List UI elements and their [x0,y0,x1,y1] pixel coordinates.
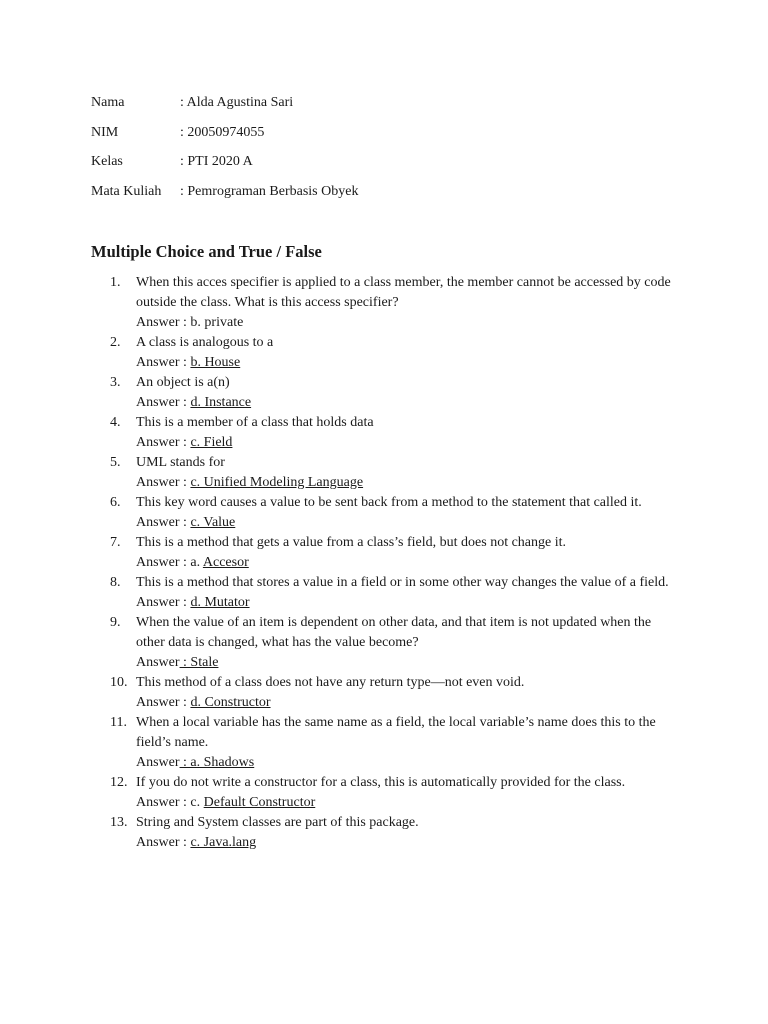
answer-prefix: Answer : c. [136,795,204,810]
question-text: String and System classes are part of this package. [136,815,419,830]
answer-line [136,473,680,493]
info-label: Nama [91,95,125,110]
question-item [110,673,680,713]
question-item [110,813,680,853]
question-text: A class is analogous to a [136,335,274,350]
answer-line [136,553,680,573]
info-row-nim [91,123,691,153]
question-text: This is a method that stores a value in a field or in some other way changes the value of a field. [136,575,669,590]
answer-value: c. Unified Modeling Language [190,475,364,490]
answer-line [136,793,680,813]
question-text: This is a method that gets a value from a class’s field, but does not change it. [136,535,567,550]
question-text: This method of a class does not have any return type—not even void. [136,675,525,690]
question-item [110,713,680,773]
question-item [110,493,680,533]
answer-line [136,753,680,773]
answer-value: c. Value [190,515,236,530]
info-value: : Pemrograman Berbasis Obyek [180,183,359,199]
answer-value: d. Constructor [190,695,271,710]
question-number: 13. [110,815,128,830]
answer-prefix: Answer : [136,595,191,610]
answer-value: d. Instance [190,395,252,410]
question-number: 4. [110,415,121,430]
answer-value: : a. Shadows [179,755,255,770]
question-text: If you do not write a constructor for a class, this is automatically provided for the class. [136,775,626,790]
info-value: : 20050974055 [180,124,265,140]
question-text: When a local variable has the same name as a field, the local variable’s name does this to the field’s name. [136,715,656,750]
answer-line [136,653,680,673]
question-item [110,773,680,813]
answer-value: d. Mutator [190,595,250,610]
answer-prefix: Answer : [136,395,191,410]
question-item [110,453,680,493]
question-text: An object is a(n) [136,375,230,390]
student-info [91,93,691,211]
info-label: Kelas [91,154,123,169]
answer-line [136,353,680,373]
answer-prefix: Answer : [136,515,191,530]
answer-line [136,513,680,533]
answer-line [136,693,680,713]
question-number: 11. [110,715,127,730]
question-text: This key word causes a value to be sent back from a method to the statement that called it. [136,495,642,510]
question-number: 7. [110,535,121,550]
question-number: 9. [110,615,121,630]
answer-value: c. Field [190,435,233,450]
answer-value: Accesor [202,555,249,570]
question-list [110,273,680,853]
answer-prefix: Answer [136,755,180,770]
answer-prefix: Answer : [136,695,191,710]
section-heading: Multiple Choice and True / False [91,242,322,261]
info-value: : PTI 2020 A [180,154,253,169]
answer-prefix: Answer [136,655,180,670]
question-text: When the value of an item is dependent on other data, and that item is not updated when the other data is changed, what has the value become? [136,615,652,650]
answer-prefix: Answer : [136,355,191,370]
question-text: When this acces specifier is applied to a class member, the member cannot be accessed by code outside the class. What is this access specifier? [136,275,671,310]
answer-value: Default Constructor [203,795,316,810]
question-number: 12. [110,775,128,790]
info-row-course [91,182,691,212]
answer-prefix: Answer : b. private [136,315,244,330]
question-number: 5. [110,455,121,470]
question-number: 2. [110,335,121,350]
question-number: 3. [110,375,121,390]
answer-value: c. Java.lang [190,835,257,850]
answer-value: b. House [190,355,241,370]
question-item [110,273,680,333]
question-text: This is a member of a class that holds data [136,415,374,430]
answer-value: : Stale [179,655,219,670]
answer-line [136,313,680,333]
question-item [110,413,680,453]
info-row-name [91,93,691,123]
question-text: UML stands for [136,455,225,470]
answer-prefix: Answer : a. [136,555,203,570]
answer-line [136,833,680,853]
answer-prefix: Answer : [136,435,191,450]
question-number: 10. [110,675,128,690]
question-item [110,333,680,373]
question-item [110,573,680,613]
answer-prefix: Answer : [136,475,191,490]
question-item [110,613,680,673]
question-number: 8. [110,575,121,590]
answer-prefix: Answer : [136,835,191,850]
question-item [110,373,680,413]
info-label: Mata Kuliah [91,183,162,199]
question-item [110,533,680,573]
info-value: : Alda Agustina Sari [180,95,294,110]
info-label: NIM [91,124,119,140]
info-row-class [91,152,691,182]
answer-line [136,393,680,413]
answer-line [136,433,680,453]
question-number: 1. [110,275,121,290]
question-number: 6. [110,495,121,510]
answer-line [136,593,680,613]
